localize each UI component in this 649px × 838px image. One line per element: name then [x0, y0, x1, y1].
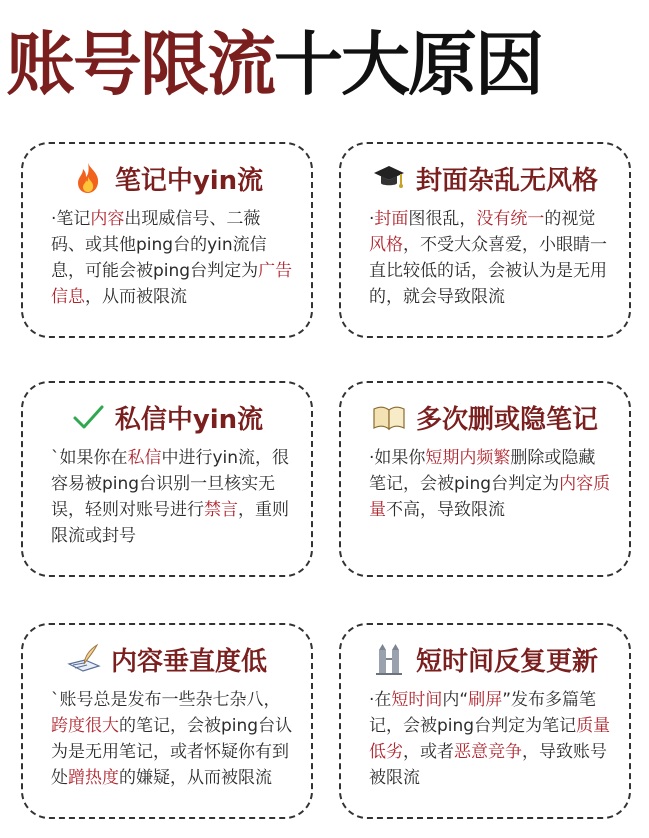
towers-icon	[372, 642, 406, 676]
body-text: 内“	[442, 690, 469, 710]
checkmark-icon	[71, 400, 105, 434]
body-text: 的视觉	[544, 209, 596, 229]
highlighted-text: 恶意竞争	[454, 742, 522, 762]
highlighted-text: 短期内频繁	[425, 448, 511, 468]
body-text: ·笔记	[51, 209, 91, 229]
body-text: ，不受大众喜爱，小眼睛一直比较低的话，会被认为是无用的，就会导致限流	[369, 235, 607, 307]
card-title: 封面杂乱无风格	[415, 165, 598, 196]
card-title: 笔记中yin流	[114, 165, 264, 196]
highlighted-text: 广告信息	[51, 261, 293, 307]
card-header	[23, 158, 311, 198]
reason-card	[21, 381, 313, 577]
highlighted-text: 内容质量	[369, 474, 611, 520]
card-body	[51, 445, 293, 549]
reason-card	[339, 142, 631, 338]
body-text: 的笔记，会被ping台认为是无用笔记，或者怀疑你有到处	[51, 716, 293, 788]
reason-card	[339, 381, 631, 577]
card-body	[51, 687, 293, 791]
body-text: ，或者	[403, 742, 454, 762]
open-book-icon	[372, 400, 406, 434]
card-body	[369, 445, 611, 523]
title-part-2: 十大原因	[274, 25, 542, 105]
highlighted-text: 风格	[369, 235, 403, 255]
body-text: `如果你在	[51, 448, 128, 468]
highlighted-text: 没有统一	[476, 209, 545, 229]
body-text: ·如果你	[369, 448, 426, 468]
highlighted-text: 质量低劣	[369, 716, 611, 762]
card-header	[341, 397, 629, 437]
card-title: 内容垂直度低	[110, 646, 267, 677]
body-text: ，导致账号被限流	[369, 742, 607, 788]
card-body	[369, 687, 611, 791]
highlighted-text: 内容	[90, 209, 125, 229]
body-text: ，重则限流或封号	[51, 500, 289, 546]
card-header	[23, 397, 311, 437]
quill-paper-icon	[67, 642, 101, 676]
body-text: 出现威信号、二薇码、或其他ping台的yin流信息，可能会被ping台判定为	[51, 209, 267, 281]
body-text: ，从而被限流	[85, 287, 187, 307]
highlighted-text: 跨度很大	[51, 716, 119, 736]
card-header	[341, 639, 629, 679]
card-title: 多次删或隐笔记	[415, 404, 598, 435]
body-text: ·在	[369, 690, 392, 710]
flame-icon	[71, 161, 105, 195]
graduation-cap-icon	[372, 161, 406, 195]
card-title: 短时间反复更新	[415, 646, 598, 677]
body-text: ”发布多篇笔记，会被ping台判定为笔记	[369, 690, 597, 736]
body-text: 的嫌疑，从而被限流	[119, 768, 272, 788]
card-body	[51, 206, 293, 310]
highlighted-text: 蹭热度	[68, 768, 119, 788]
highlighted-text: 禁言	[204, 500, 238, 520]
highlighted-text: 私信	[127, 448, 162, 468]
title-part-1: 账号限流	[6, 25, 274, 105]
body-text: 中进行yin流，很容易被ping台识别一旦核实无误，轻则对账号进行	[51, 448, 290, 520]
reason-card	[339, 623, 631, 819]
card-title: 私信中yin流	[114, 404, 264, 435]
reason-card	[21, 142, 313, 338]
body-text: 不高，导致限流	[386, 500, 505, 520]
card-header	[341, 158, 629, 198]
body-text: 图很乱，	[408, 209, 477, 229]
body-text: ·	[369, 209, 375, 229]
reason-card	[21, 623, 313, 819]
highlighted-text: 封面	[374, 209, 409, 229]
highlighted-text: 刷屏	[468, 690, 503, 710]
page-title	[0, 22, 649, 108]
body-text: 删除或隐藏笔记，会被ping台判定为	[369, 448, 596, 494]
card-body	[369, 206, 611, 310]
highlighted-text: 短时间	[391, 690, 443, 710]
body-text: `账号总是发布一些杂七杂八，	[51, 690, 281, 710]
card-header	[23, 639, 311, 679]
